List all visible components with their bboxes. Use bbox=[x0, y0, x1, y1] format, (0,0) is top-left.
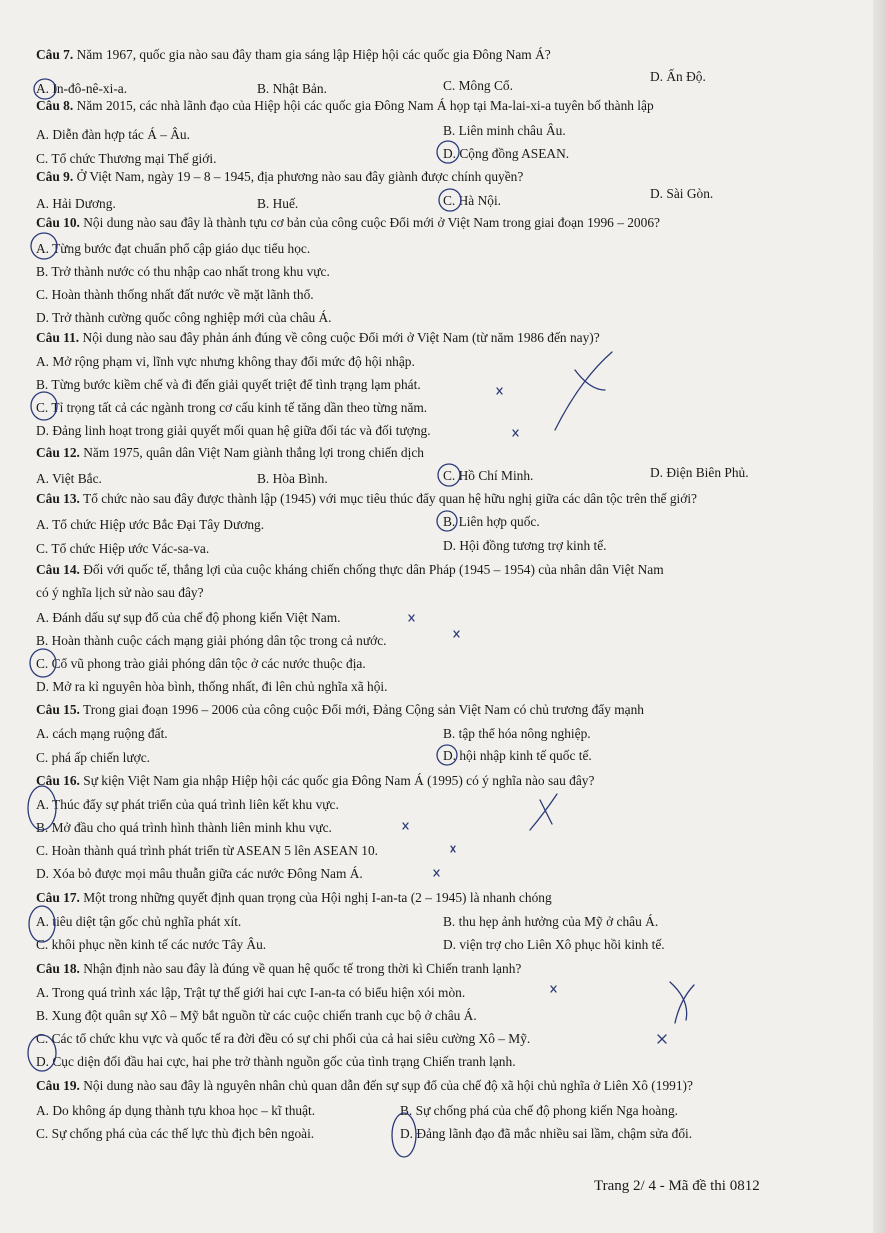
q16-option-b: B. Mở đầu cho quá trình hình thành liên minh khu vực. bbox=[36, 820, 332, 835]
q11-option-d: D. Đảng linh hoạt trong giải quyết mối quan hệ giữa đối tác và đối tượng. bbox=[36, 423, 431, 438]
q15-option-a: A. cách mạng ruộng đất. bbox=[36, 726, 168, 741]
q19-option-c: C. Sự chống phá của các thế lực thù địch bên ngoài. bbox=[36, 1126, 315, 1141]
q14-option-a: A. Đánh dấu sự sụp đổ của chế độ phong kiến Việt Nam. bbox=[36, 610, 341, 625]
q12-option-c: C. Hồ Chí Minh. bbox=[443, 468, 534, 483]
question-11: Câu 11. Nội dung nào sau đây phản ánh đúng về công cuộc Đổi mới ở Việt Nam (từ năm 1986 đến nay)? bbox=[36, 330, 600, 345]
q10-option-c: C. Hoàn thành thống nhất đất nước về mặt lãnh thổ. bbox=[36, 287, 314, 302]
question-12: Câu 12. Năm 1975, quân dân Việt Nam giành thắng lợi trong chiến dịch bbox=[36, 445, 424, 460]
q15-option-b: B. tập thể hóa nông nghiệp. bbox=[443, 726, 591, 741]
q7-option-c: C. Mông Cổ. bbox=[443, 78, 513, 93]
q10-option-b: B. Trở thành nước có thu nhập cao nhất trong khu vực. bbox=[36, 264, 330, 279]
q15-option-d: D. hội nhập kinh tế quốc tế. bbox=[443, 748, 592, 763]
q13-option-d: D. Hội đồng tương trợ kinh tế. bbox=[443, 538, 607, 553]
q16-option-d: D. Xóa bỏ được mọi mâu thuẫn giữa các nước Đông Nam Á. bbox=[36, 866, 363, 881]
q18-option-d: D. Cục diện đối đầu hai cực, hai phe trở thành nguồn gốc của tình trạng Chiến tranh lạnh. bbox=[36, 1054, 516, 1069]
q11-option-a: A. Mở rộng phạm vi, lĩnh vực nhưng không thay đổi mức độ hội nhập. bbox=[36, 354, 415, 369]
q8-option-a: A. Diễn đàn hợp tác Á – Âu. bbox=[36, 127, 190, 142]
small-x-mark bbox=[513, 430, 518, 436]
q17-option-c: C. khôi phục nền kinh tế các nước Tây Âu. bbox=[36, 937, 267, 952]
page-footer: Trang 2/ 4 - Mã đề thi 0812 bbox=[594, 1178, 760, 1194]
q8-option-c: C. Tổ chức Thương mại Thế giới. bbox=[36, 151, 217, 166]
q18-option-a: A. Trong quá trình xác lập, Trật tự thế giới hai cực I-an-ta có biểu hiện xói mòn. bbox=[36, 985, 466, 1000]
q18-option-c: C. Các tổ chức khu vực và quốc tế ra đời đều có sự chi phối của cả hai siêu cường Xô – Mỹ. bbox=[36, 1031, 531, 1046]
q11-option-c: C. Tỉ trọng tất cả các ngành trong cơ cấu kinh tế tăng dần theo từng năm. bbox=[36, 400, 428, 415]
q8-option-d: D. Cộng đồng ASEAN. bbox=[443, 146, 570, 161]
q8-option-b: B. Liên minh châu Âu. bbox=[443, 123, 566, 138]
q19-option-b: B. Sự chống phá của chế độ phong kiến Nga hoàng. bbox=[400, 1103, 678, 1118]
cross-mark-q18 bbox=[670, 982, 694, 1023]
question-16: Câu 16. Sự kiện Việt Nam gia nhập Hiệp hội các quốc gia Đông Nam Á (1995) có ý nghĩa nào sau đây? bbox=[36, 773, 595, 788]
small-x-mark bbox=[403, 823, 408, 829]
small-x-mark bbox=[434, 870, 439, 876]
question-8: Câu 8. Năm 2015, các nhà lãnh đạo của Hiệp hội các quốc gia Đông Nam Á họp tại Ma-lai-xi-a tuyên bố thành lập bbox=[36, 98, 654, 113]
q17-option-b: B. thu hẹp ảnh hưởng của Mỹ ở châu Á. bbox=[443, 914, 659, 929]
q15-option-c: C. phá ấp chiến lược. bbox=[36, 750, 150, 765]
question-18: Câu 18. Nhận định nào sau đây là đúng về quan hệ quốc tế trong thời kì Chiến tranh lạnh? bbox=[36, 961, 522, 976]
q14-option-b: B. Hoàn thành cuộc cách mạng giải phóng dân tộc trong cả nước. bbox=[36, 633, 387, 648]
q13-option-b: B. Liên hợp quốc. bbox=[443, 514, 540, 529]
q9-option-c: C. Hà Nội. bbox=[443, 193, 502, 208]
cross-mark-q11 bbox=[555, 352, 612, 430]
question-13: Câu 13. Tổ chức nào sau đây được thành lập (1945) với mục tiêu thúc đẩy quan hệ hữu nghị giữa các dân tộc trên thế giới? bbox=[36, 491, 697, 506]
question-17: Câu 17. Một trong những quyết định quan trọng của Hội nghị I-an-ta (2 – 1945) là nhanh chóng bbox=[36, 890, 552, 905]
q13-option-c: C. Tổ chức Hiệp ước Vác-sa-va. bbox=[36, 541, 210, 556]
q17-option-a: A. tiêu diệt tận gốc chủ nghĩa phát xít. bbox=[36, 914, 242, 929]
question-19: Câu 19. Nội dung nào sau đây là nguyên nhân chủ quan dẫn đến sự sụp đổ của chế độ xã hội chủ nghĩa ở Liên Xô (1991)? bbox=[36, 1078, 693, 1093]
q12-option-a: A. Việt Bắc. bbox=[36, 471, 102, 486]
page-edge-shadow bbox=[873, 0, 885, 1233]
question-7: Câu 7. Năm 1967, quốc gia nào sau đây tham gia sáng lập Hiệp hội các quốc gia Đông Nam Á? bbox=[36, 47, 551, 62]
q9-option-a: A. Hải Dương. bbox=[36, 196, 116, 211]
q12-option-b: B. Hòa Bình. bbox=[257, 471, 328, 486]
q14-option-d: D. Mở ra kỉ nguyên hòa bình, thống nhất, đi lên chủ nghĩa xã hội. bbox=[36, 679, 388, 694]
q9-option-b: B. Huế. bbox=[257, 196, 299, 211]
q13-option-a: A. Tổ chức Hiệp ước Bắc Đại Tây Dương. bbox=[36, 517, 265, 532]
q10-option-a: A. Từng bước đạt chuẩn phổ cập giáo dục tiểu học. bbox=[36, 241, 311, 256]
small-x-mark bbox=[658, 1035, 666, 1043]
question-15: Câu 15. Trong giai đoạn 1996 – 2006 của công cuộc Đổi mới, Đảng Cộng sản Việt Nam có chủ trương đẩy mạnh bbox=[36, 702, 644, 717]
q10-option-d: D. Trở thành cường quốc công nghiệp mới của châu Á. bbox=[36, 310, 332, 325]
q17-option-d: D. viện trợ cho Liên Xô phục hồi kinh tế. bbox=[443, 937, 665, 952]
q19-option-d: D. Đảng lãnh đạo đã mắc nhiều sai lầm, chậm sửa đổi. bbox=[400, 1126, 693, 1141]
q7-option-d: D. Ấn Độ. bbox=[650, 69, 706, 84]
q7-option-b: B. Nhật Bản. bbox=[257, 81, 327, 96]
question-14: Câu 14. Đối với quốc tế, thắng lợi của cuộc kháng chiến chống thực dân Pháp (1945 – 1954) của nhân dân Việt Nam bbox=[36, 562, 664, 577]
q12-option-d: D. Điện Biên Phủ. bbox=[650, 465, 749, 480]
q9-option-d: D. Sài Gòn. bbox=[650, 186, 714, 201]
question-14-cont: có ý nghĩa lịch sử nào sau đây? bbox=[36, 585, 204, 600]
small-x-mark bbox=[451, 846, 455, 852]
small-x-mark bbox=[454, 631, 459, 637]
q7-option-a: A. In-đô-nê-xi-a. bbox=[36, 81, 128, 96]
small-x-mark bbox=[409, 615, 414, 621]
question-9: Câu 9. Ở Việt Nam, ngày 19 – 8 – 1945, địa phương nào sau đây giành được chính quyền? bbox=[36, 169, 524, 184]
small-x-mark bbox=[551, 986, 556, 992]
question-10: Câu 10. Nội dung nào sau đây là thành tựu cơ bản của công cuộc Đổi mới ở Việt Nam trong giai đoạn 1996 – 2006? bbox=[36, 215, 660, 230]
small-x-mark bbox=[497, 388, 502, 394]
q18-option-b: B. Xung đột quân sự Xô – Mỹ bắt nguồn từ các cuộc chiến tranh cục bộ ở châu Á. bbox=[36, 1008, 477, 1023]
q14-option-c: C. Cổ vũ phong trào giải phóng dân tộc ở các nước thuộc địa. bbox=[36, 656, 366, 671]
q11-option-b: B. Từng bước kiềm chế và đi đến giải quyết triệt để tình trạng lạm phát. bbox=[36, 377, 421, 392]
cross-mark-q16 bbox=[530, 794, 557, 830]
q19-option-a: A. Do không áp dụng thành tựu khoa học – kĩ thuật. bbox=[36, 1103, 316, 1118]
q16-option-c: C. Hoàn thành quá trình phát triển từ ASEAN 5 lên ASEAN 10. bbox=[36, 843, 378, 858]
q16-option-a: A. Thúc đẩy sự phát triển của quá trình liên kết khu vực. bbox=[36, 797, 339, 812]
